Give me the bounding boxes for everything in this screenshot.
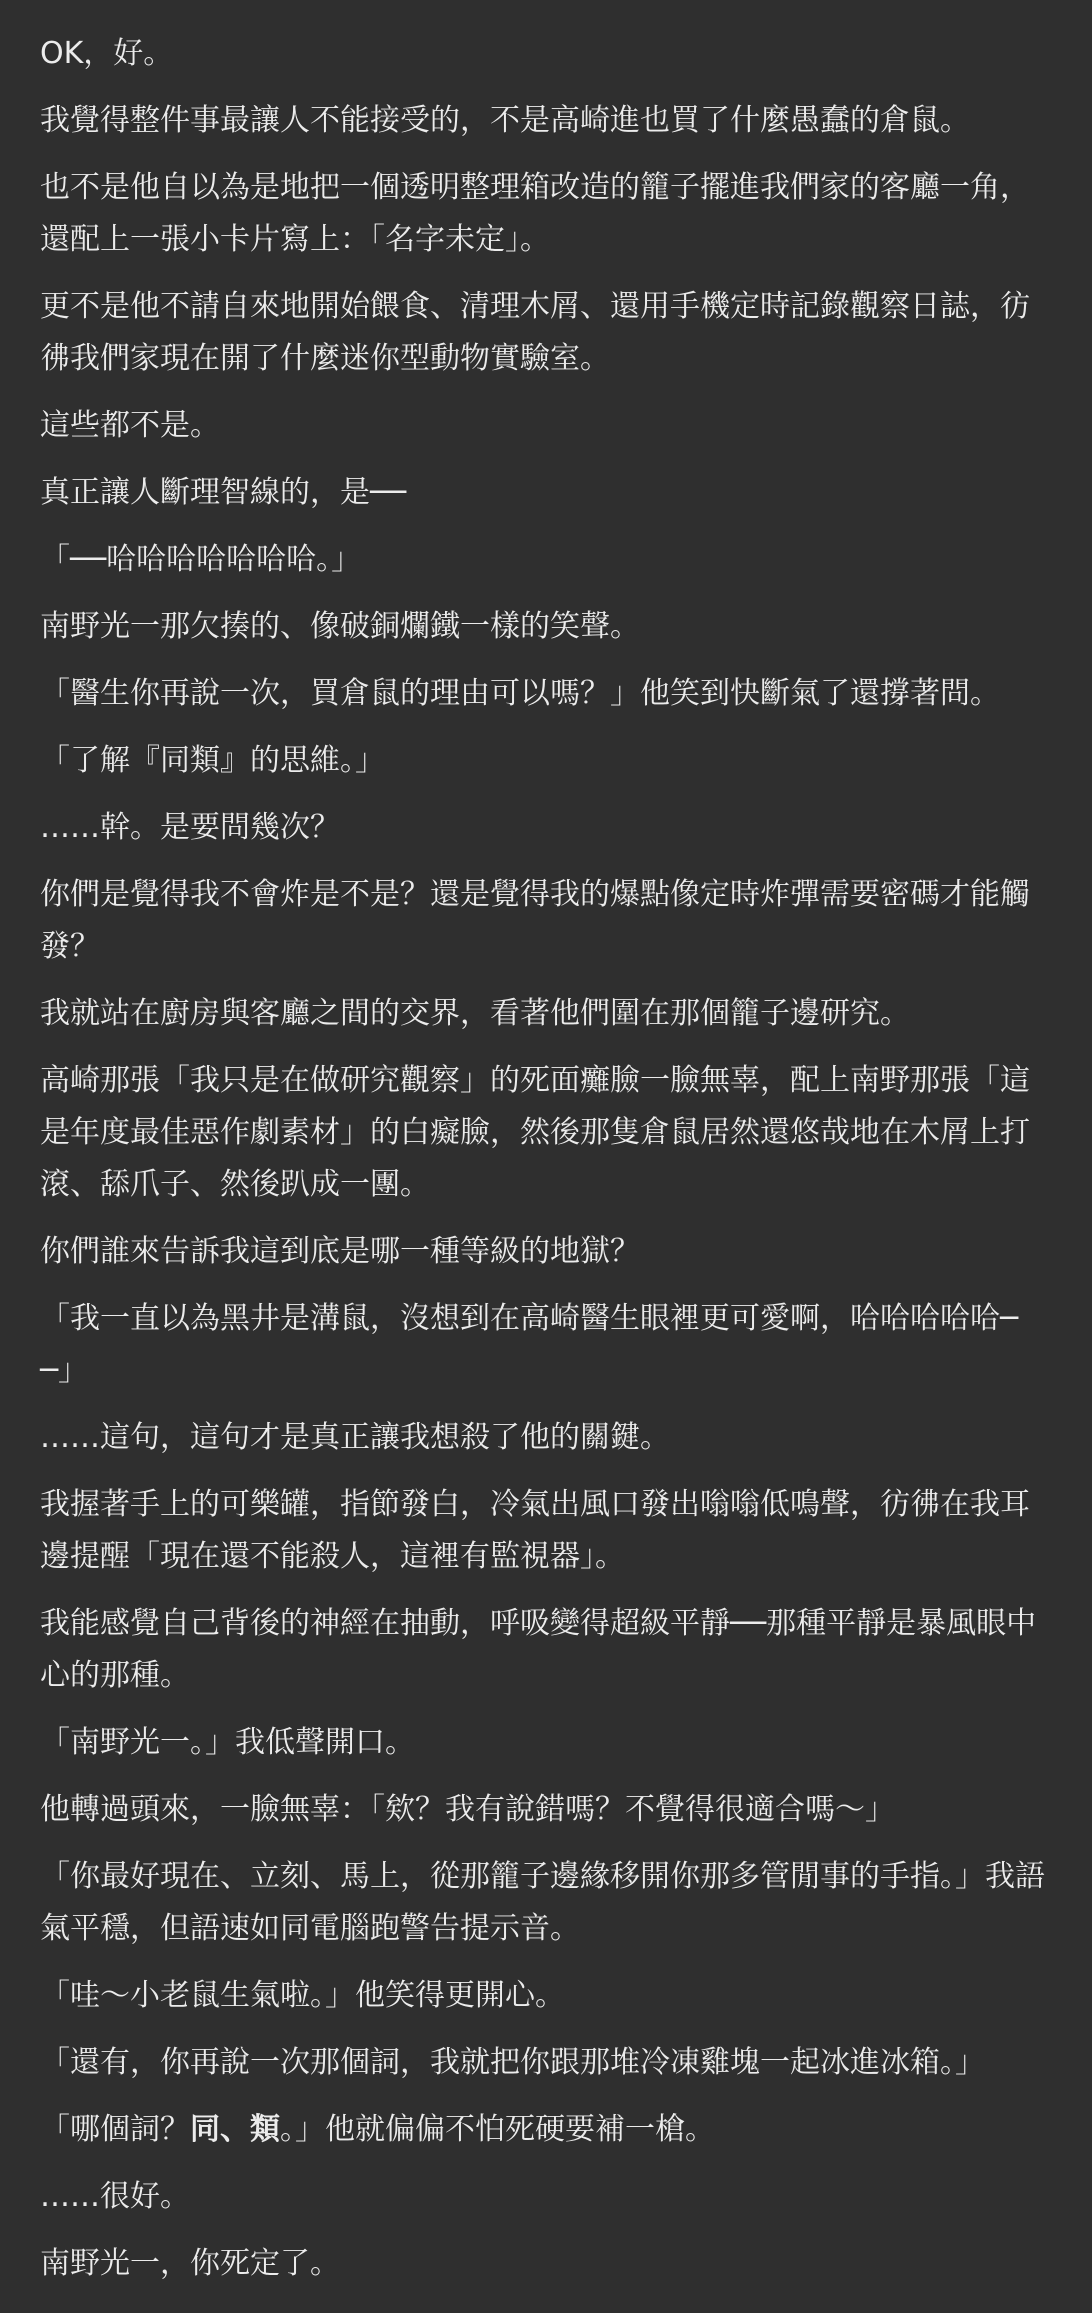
paragraph: 我就站在廚房與客廳之間的交界，看著他們圍在那個籠子邊研究。: [40, 996, 910, 1031]
paragraph: 「醫生你再說一次，買倉鼠的理由可以嗎？」他笑到快斷氣了還撐著問。: [40, 676, 1000, 711]
paragraph: OK，好。: [40, 36, 174, 71]
paragraph: 「你最好現在、立刻、馬上，從那籠子邊緣移開你那多管閒事的手指。」我語氣平穩，但語速如同電腦跑警告提示音。: [40, 1859, 1045, 1946]
paragraph: ……幹。是要問幾次？: [40, 810, 340, 845]
paragraph: 「還有，你再說一次那個詞，我就把你跟那堆冷凍雞塊一起冰進冰箱。」: [40, 2045, 985, 2080]
paragraph: 也不是他自以為是地把一個透明整理箱改造的籠子擺進我們家的客廳一角，還配上一張小卡片寫上：「名字未定」。: [40, 170, 1030, 257]
paragraph: 高崎那張「我只是在做研究觀察」的死面癱臉一臉無辜，配上南野那張「這是年度最佳惡作劇素材」的白癡臉，然後那隻倉鼠居然還悠哉地在木屑上打滾、舔爪子、然後趴成一團。: [40, 1063, 1030, 1202]
paragraph: 我覺得整件事最讓人不能接受的，不是高崎進也買了什麼愚蠢的倉鼠。: [40, 103, 970, 138]
paragraph: ……這句，這句才是真正讓我想殺了他的關鍵。: [40, 1420, 670, 1455]
paragraph: 我能感覺自己背後的神經在抽動，呼吸變得超級平靜──那種平靜是暴風眼中心的那種。: [40, 1606, 1037, 1693]
paragraph: 我握著手上的可樂罐，指節發白，冷氣出風口發出嗡嗡低鳴聲，彷彿在我耳邊提醒「現在還不能殺人，這裡有監視器」。: [40, 1487, 1030, 1574]
paragraph-text-before: 「哪個詞？: [40, 2112, 190, 2147]
paragraph: 這些都不是。: [40, 408, 220, 443]
paragraph: 「了解『同類』的思維。」: [40, 743, 385, 778]
paragraph: 真正讓人斷理智線的，是──: [40, 475, 407, 510]
paragraph: 南野光一那欠揍的、像破銅爛鐵一樣的笑聲。: [40, 609, 640, 644]
paragraph: 「──哈哈哈哈哈哈哈。」: [40, 542, 362, 577]
paragraph: 你們是覺得我不會炸是不是？還是覺得我的爆點像定時炸彈需要密碼才能觸發？: [40, 877, 1030, 964]
paragraph-text-after: 。」他就偏偏不怕死硬要補一槍。: [280, 2112, 715, 2147]
paragraph: 「哇～小老鼠生氣啦。」他笑得更開心。: [40, 1978, 565, 2013]
paragraph: 他轉過頭來，一臉無辜：「欸？我有說錯嗎？不覺得很適合嗎～」: [40, 1792, 895, 1827]
paragraph: 你們誰來告訴我這到底是哪一種等級的地獄？: [40, 1234, 640, 1269]
paragraph-with-bold: [40, 2104, 1048, 2156]
paragraph: 「我一直以為黑井是溝鼠，沒想到在高崎醫生眼裡更可愛啊，哈哈哈哈哈──」: [40, 1301, 1019, 1388]
bold-emphasis: 同、類: [190, 2112, 280, 2147]
paragraph: ……很好。: [40, 2179, 190, 2214]
chat-message-text: [40, 28, 1048, 2290]
paragraph: 「南野光一。」我低聲開口。: [40, 1725, 415, 1760]
paragraph: 南野光一，你死定了。: [40, 2246, 340, 2281]
paragraph: 更不是他不請自來地開始餵食、清理木屑、還用手機定時記錄觀察日誌，彷彿我們家現在開了什麼迷你型動物實驗室。: [40, 289, 1030, 376]
